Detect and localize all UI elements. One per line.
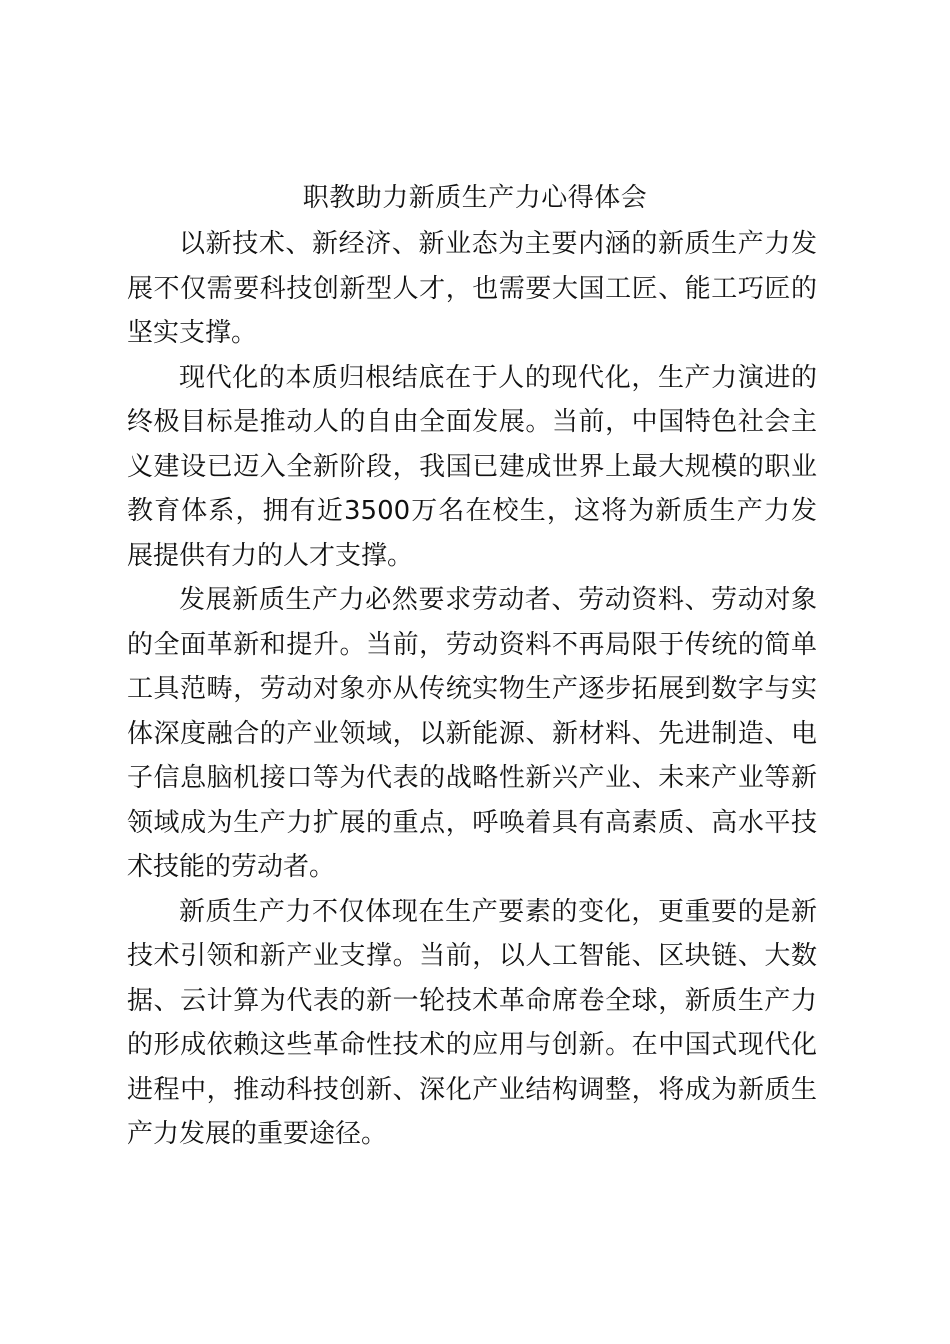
document-title: 职教助力新质生产力心得体会 [302, 183, 648, 213]
paragraph-1: 以新技术、新经济、新业态为主要内涵的新质生产力发展不仅需要科技创新型人才，也需要大国工匠、能工巧匠的坚实支撑。 [127, 229, 817, 348]
paragraph-3: 发展新质生产力必然要求劳动者、劳动资料、劳动对象的全面革新和提升。当前，劳动资料不再局限于传统的简单工具范畴，劳动对象亦从传统实物生产逐步拓展到数字与实体深度融合的产业领域，以新能源、新材料、先进制造、电子信息脑机接口等为代表的战略性新兴产业、未来产业等新领域成为生产力扩展的重点，呼唤着具有高素质、高水平技术技能的劳动者。 [127, 585, 817, 882]
paragraph-2: 现代化的本质归根结底在于人的现代化，生产力演进的终极目标是推动人的自由全面发展。当前，中国特色社会主义建设已迈入全新阶段，我国已建成世界上最大规模的职业教育体系，拥有近3500万名在校生，这将为新质生产力发展提供有力的人才支撑。 [127, 362, 817, 571]
paragraph-4: 新质生产力不仅体现在生产要素的变化，更重要的是新技术引领和新产业支撑。当前，以人工智能、区块链、大数据、云计算为代表的新一轮技术革命席卷全球，新质生产力的形成依赖这些革命性技术的应用与创新。在中国式现代化进程中，推动科技创新、深化产业结构调整，将成为新质生产力发展的重要途径。 [127, 896, 817, 1149]
document-body [127, 222, 817, 1157]
